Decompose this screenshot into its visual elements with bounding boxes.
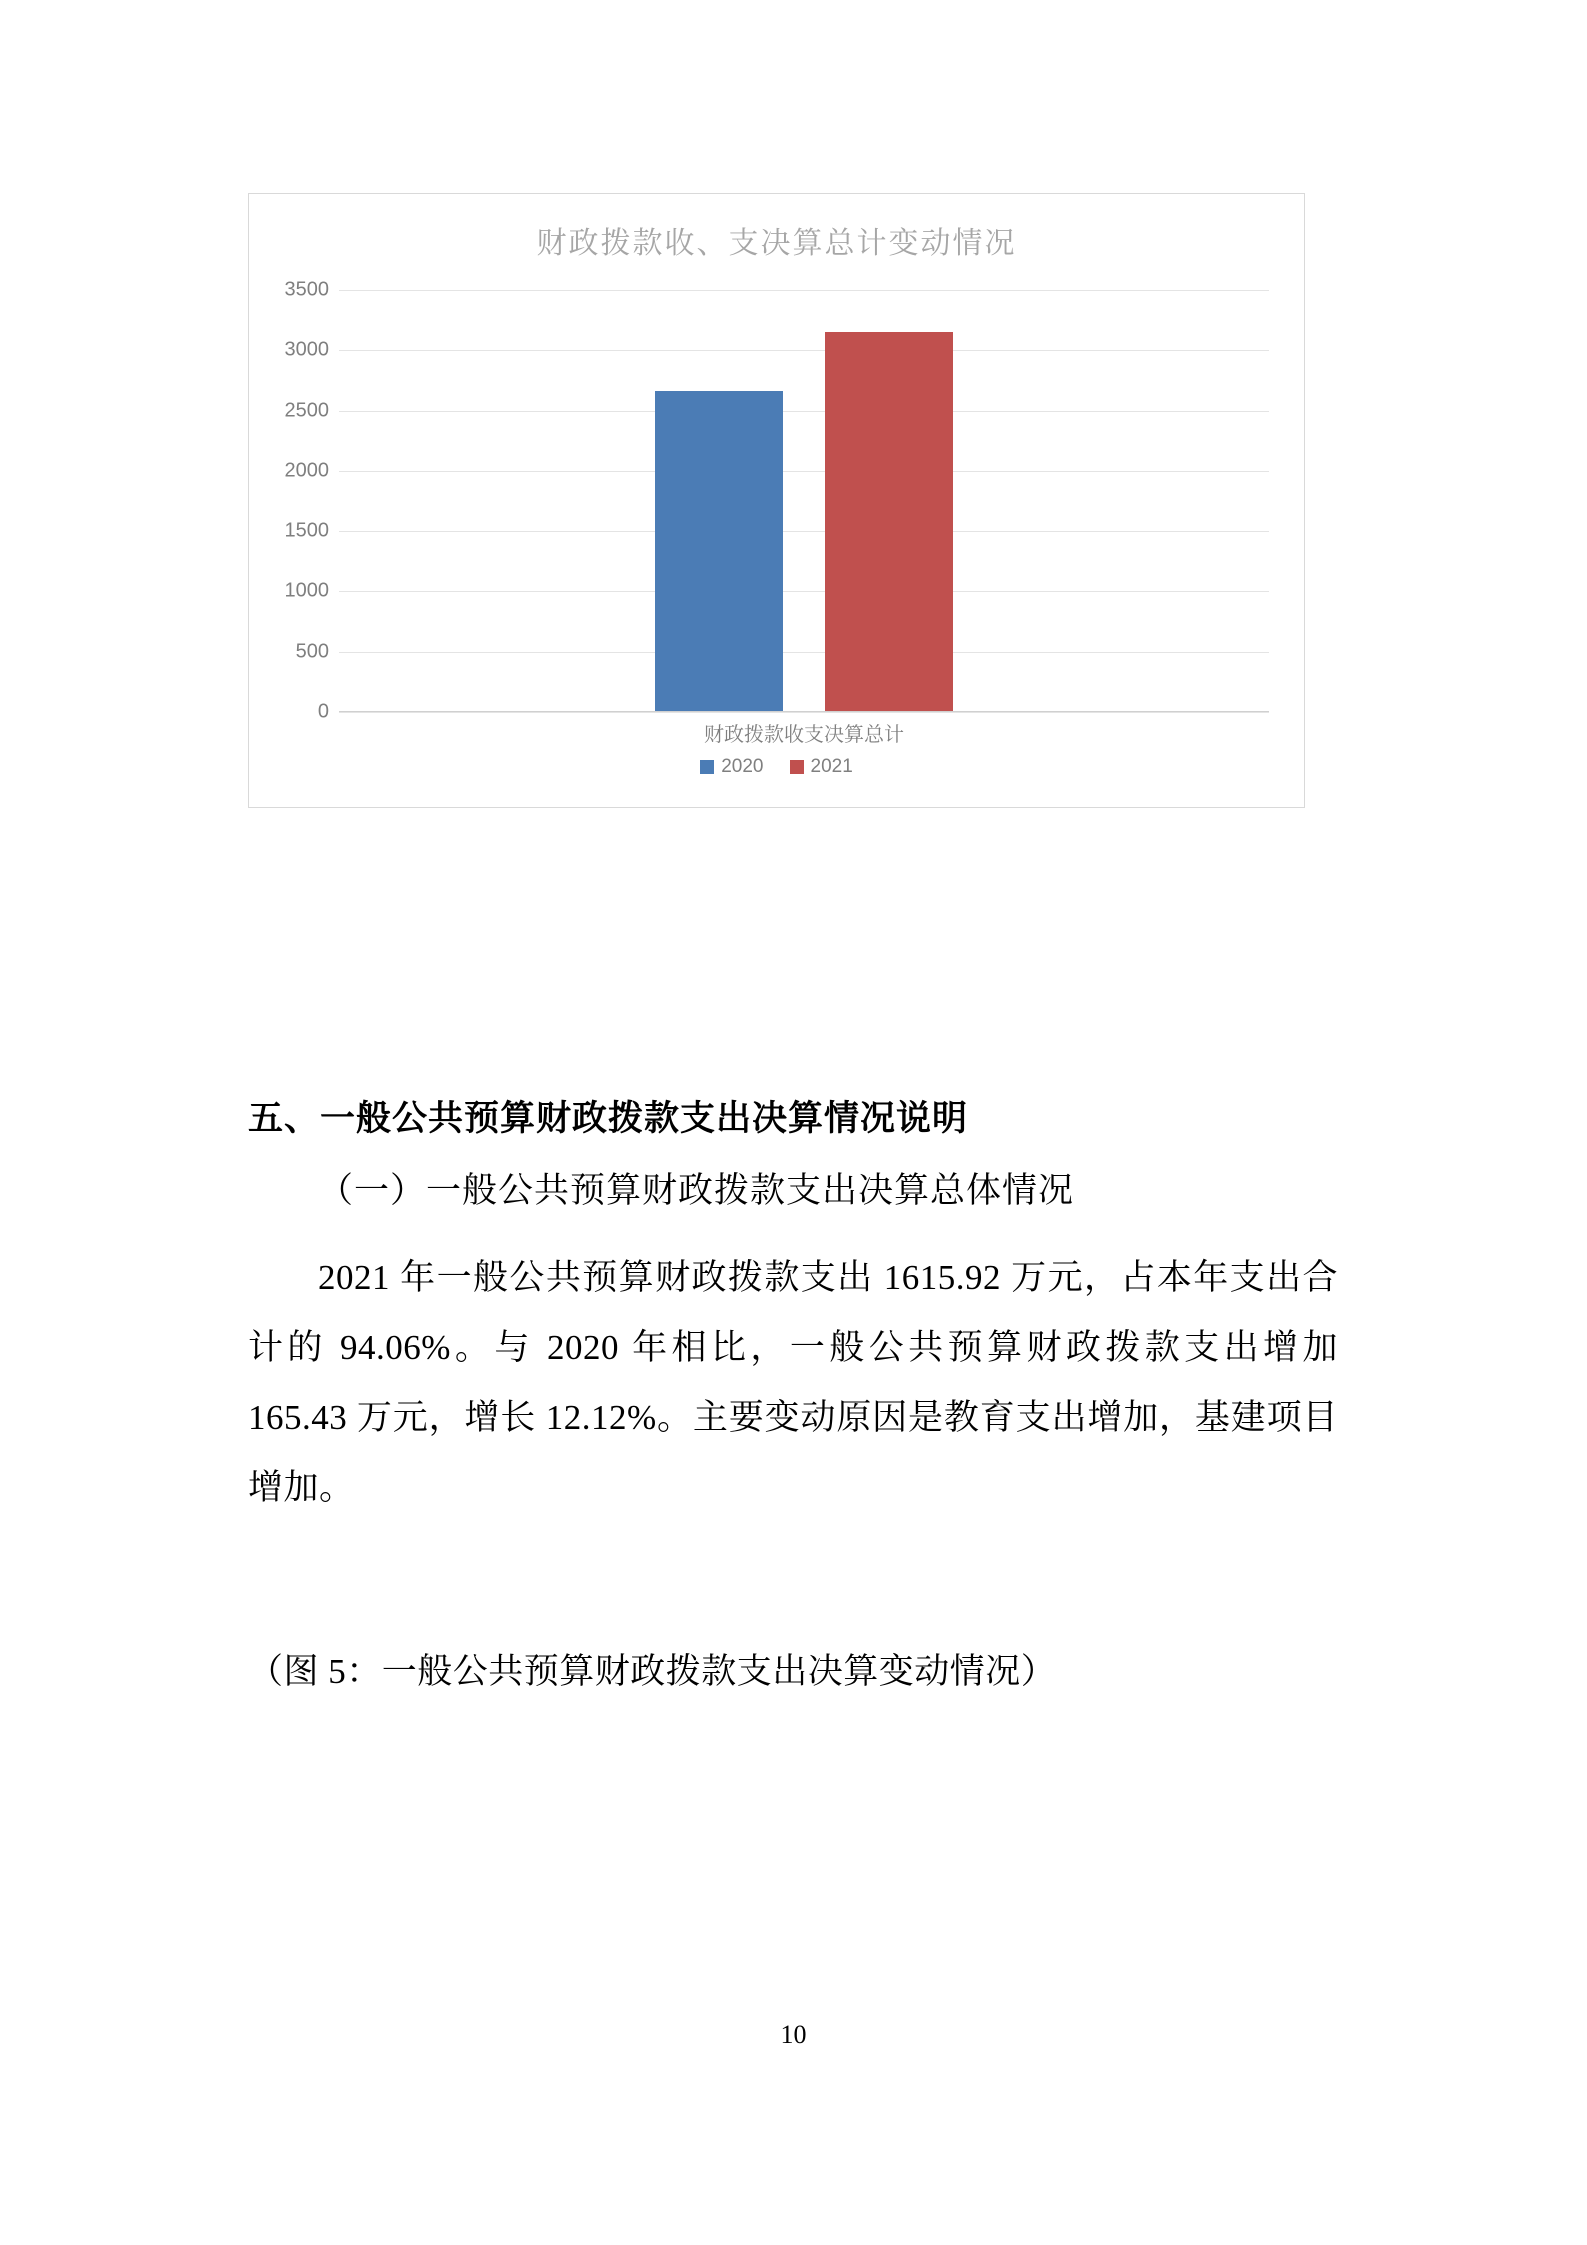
chart-legend-item — [700, 756, 763, 778]
section-heading: 五、一般公共预算财政拨款支出决算情况说明 — [248, 1099, 969, 1138]
page-number: 10 — [780, 2020, 807, 2049]
figure-caption: （图 5：一般公共预算财政拨款支出决算变动情况） — [248, 1652, 1057, 1691]
chart-bar — [655, 391, 783, 711]
chart-legend-swatch — [700, 760, 714, 774]
chart-y-tick-label: 2000 — [284, 459, 329, 482]
chart-y-tick-label: 0 — [317, 700, 329, 723]
chart-legend-item — [790, 756, 853, 778]
chart-gridline — [339, 712, 1269, 713]
chart-legend-label: 2020 — [721, 756, 764, 777]
chart-legend-swatch — [790, 760, 804, 774]
chart-legend-label: 2021 — [810, 756, 853, 777]
chart-y-tick-label: 1000 — [284, 579, 329, 602]
chart-figure — [248, 193, 1305, 808]
chart-bar — [825, 332, 953, 711]
chart-y-tick-label: 1500 — [284, 519, 329, 542]
body-paragraph: 2021 年一般公共预算财政拨款支出 1615.92 万元，占本年支出合计的 94.06%。与 2020 年相比，一般公共预算财政拨款支出增加 165.43 万元，增长 12.12%。主要变动原因是教育支出增加，基建项目增加。 — [248, 1258, 1338, 1507]
chart-y-tick-label: 3500 — [284, 278, 329, 301]
chart-y-tick-label: 3000 — [284, 338, 329, 361]
chart-y-tick-label: 2500 — [284, 399, 329, 422]
chart-plot-area — [284, 278, 1269, 723]
section-subheading: （一）一般公共预算财政拨款支出决算总体情况 — [318, 1171, 1075, 1210]
chart-title: 财政拨款收、支决算总计变动情况 — [536, 227, 1017, 260]
chart-x-axis — [339, 711, 1269, 712]
chart-y-tick-label: 500 — [295, 640, 329, 663]
chart-bars — [339, 290, 1269, 712]
chart-category-label: 财政拨款收支决算总计 — [704, 724, 904, 746]
chart-legend — [249, 756, 1304, 778]
